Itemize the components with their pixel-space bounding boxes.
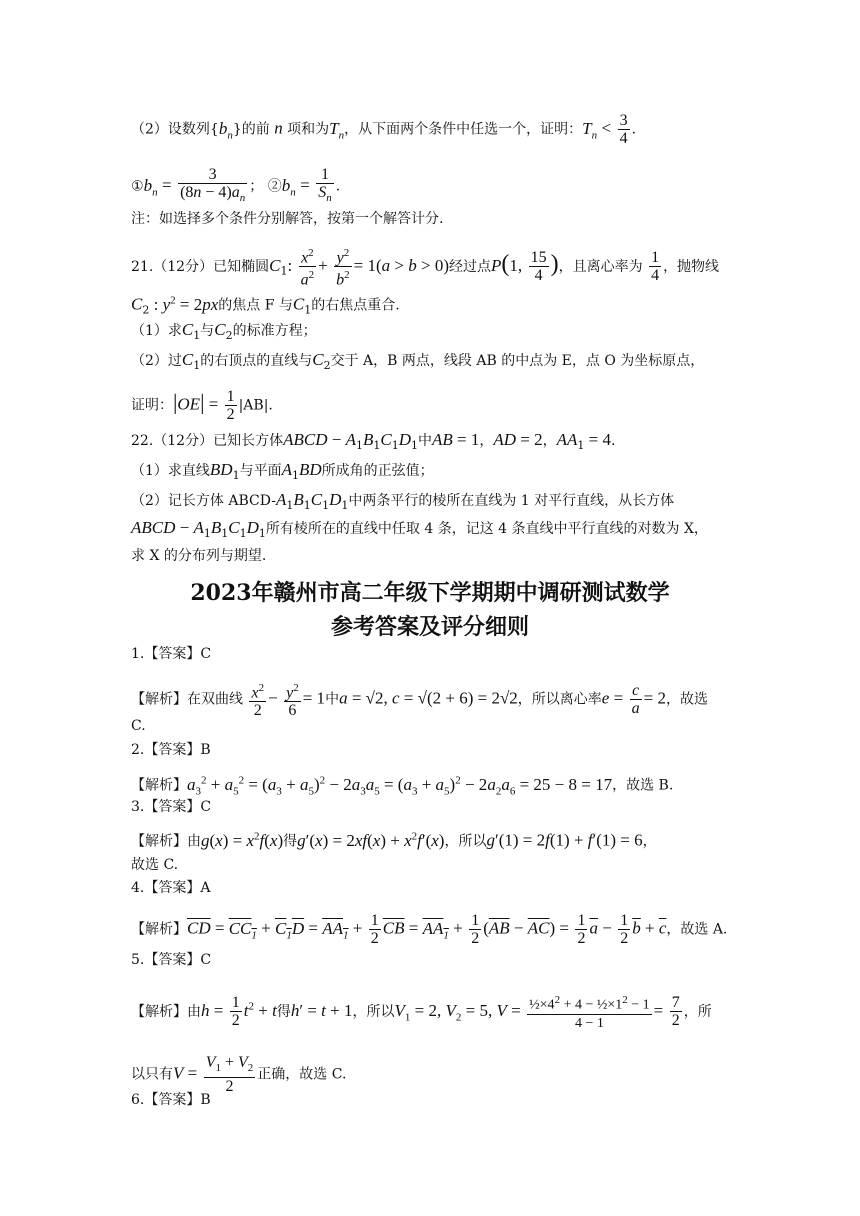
fraction: $\frac{15}{4}$: [530, 249, 547, 285]
fraction: $\frac{y^2}{6}$: [286, 682, 299, 720]
text-seg: 21.（12分）已知椭圆: [131, 258, 270, 275]
text-seg: 正确，故选 C.: [257, 1066, 347, 1083]
text-seg: ，故选: [665, 691, 708, 708]
text-seg: 的右焦点重合.: [311, 297, 400, 314]
fraction: $\frac{1}{2}$: [577, 912, 586, 947]
text-seg: 与平面: [239, 463, 282, 479]
text-seg: ，故选 B.: [612, 777, 674, 794]
text-seg: 中两条平行的棱所在直线为 1 对平行直线，从长方体: [348, 493, 675, 509]
q22-part1: （1）求直线$BD_1$与平面$A_1BD$所成角的正弦值；: [131, 460, 434, 482]
text-seg: ，所: [683, 1003, 712, 1020]
fraction: $\frac{1}{4}$: [651, 249, 660, 285]
text-seg: 以只有: [131, 1066, 173, 1083]
answer-2: 2.【答案】B: [131, 742, 211, 758]
fraction: $\frac{1}{2}$: [471, 912, 480, 947]
answer-4: 4.【答案】A: [131, 880, 211, 896]
q21-part1: （1）求$C_1$与$C_2$的标准方程；: [131, 320, 317, 342]
q21-part2-proof: 证明：|OE| = $\frac{1}{2}$ |AB|.: [131, 388, 273, 423]
q21-line2: $C_2$ : $y^2 = 2px$的焦点 F 与$C_1$的右焦点重合.: [131, 294, 400, 317]
text-seg: ，故选 A.: [666, 921, 728, 938]
text-seg: 交于 A，B 两点，线段 AB 的中点为 E，点 O 为坐标原点，: [330, 353, 705, 369]
text-seg: （2）记长方体 ABCD-: [131, 493, 276, 509]
answer-5-explain: 【解析】由h = $\frac{1}{2}$ $t^2 + t$得h′ = t + 1，所以$V_1 = 2$, $V_2 = 5$, V = $\frac{\frac{1}{2}\times 4^2 + 4 - \frac{1}{2}\times 1^2 - 1}{4 - 1}$ = $\frac{7}{2}$ ，所: [131, 994, 712, 1031]
fraction: $\frac{1}{2}$: [370, 912, 379, 947]
answer-2-explain: 【解析】$a_3^2 + a_5^2 = (a_3 + a_5)^2 - 2a_3a_5 = (a_3 + a_5)^2 - 2a_2a_6 = 25 - 8 = 17$，故选 B.: [131, 774, 674, 798]
text-seg: （1）求: [131, 323, 182, 339]
q21-part2: （2）过$C_1$的右顶点的直线与$C_2$交于 A，B 两点，线段 AB 的中点为 E，点 O 为坐标原点，: [131, 350, 705, 372]
text-seg: ，抛物线: [663, 258, 720, 275]
q22-part2: （2）记长方体 ABCD-$A_1B_1C_1D_1$中两条平行的棱所在直线为 1 对平行直线，从长方体: [131, 490, 675, 512]
q22-head: 22.（12分）已知长方体ABCD − $A_1B_1C_1D_1$中AB = 1，AD = 2，$AA_1 = 4$.: [131, 430, 616, 452]
text-seg: |AB|.: [238, 397, 273, 414]
text-seg: ，所以: [444, 833, 487, 850]
text-seg: （2）设数列{: [131, 121, 219, 138]
answer-3-explain-end: 故选 C.: [131, 857, 179, 873]
text-seg: 得: [283, 833, 298, 850]
text-seg: 经过点: [449, 258, 492, 275]
answer-3-explain: 【解析】由$g(x) = x^2f(x)$得$g'(x) = 2xf(x) + x^2f'(x)$，所以g′(1) = 2f(1) + f′(1) = 6，: [131, 830, 657, 850]
answer-4-explain: 【解析】$\overline{CD} = CC_1 + C_1D = AA_1$ + $\frac{1}{2}$ $\overline{CB} = AA_1$ + $\frac{1}{2}$ $(\overline{AB} - \overline{AC})$ = $\frac{1}{2}$ $\overline{a}$ − $\frac{1}{2}$ $\overline{b} + \overline{c}$，故选 A.: [131, 912, 728, 947]
text-seg: 22.（12分）已知长方体: [131, 433, 284, 449]
fraction: $\frac{x^2}{a^2}$: [300, 247, 315, 289]
answer-title: 2023年赣州市高二年级下学期期中调研测试数学: [190, 580, 670, 606]
q22-part2-end: 求 X 的分布列与期望.: [131, 548, 267, 564]
answer-6: 6.【答案】B: [131, 1092, 211, 1108]
fraction: $\frac{\frac{1}{2}\times 4^2 + 4 - \frac{1}{2}\times 1^2 - 1}{4 - 1}$: [529, 994, 650, 1031]
text-seg: 所成角的正弦值；: [321, 463, 434, 479]
text-seg: 所有棱所在的直线中任取 4 条，记这 4 条直线中平行直线的对数为 X，: [265, 521, 708, 537]
answer-5-explain-end: 以只有V = $\frac{V_1 + V_2}{2}$ 正确，故选 C.: [131, 1054, 347, 1096]
text-seg: 与: [200, 323, 215, 339]
fraction: $\frac{7}{2}$: [671, 994, 680, 1030]
text-seg: ，从下面两个条件中任选一个，证明：: [344, 121, 583, 138]
text-seg: 得: [276, 1003, 291, 1020]
text-seg: 项和为: [287, 121, 330, 138]
q21-head: 21.（12分）已知椭圆$C_1$: $\frac{x^2}{a^2}$ + $\frac{y^2}{b^2}$ = 1(a > b > 0)经过点P(1, $\frac{15}{4}$ )，且离心率为 $\frac{1}{4}$ ，抛物线: [131, 247, 720, 289]
text-seg: 【解析】由: [131, 1003, 201, 1020]
answer-1: 1.【答案】C: [131, 646, 212, 662]
text-seg: ，且离心率为: [558, 258, 643, 275]
fraction: $\frac{y^2}{b^2}$: [336, 247, 350, 289]
answer-1-explain-end: C.: [131, 718, 146, 734]
text-seg: ，所以: [352, 1003, 395, 1020]
answer-subtitle: 参考答案及评分细则: [330, 614, 529, 640]
text-seg: 中: [417, 433, 432, 449]
text-seg: 的右顶点的直线与: [200, 353, 313, 369]
fraction: $\frac{1}{2}$: [231, 994, 240, 1030]
text-seg: 【解析】: [131, 921, 187, 938]
text-seg: 中: [325, 691, 340, 708]
q20-conditions: $①b_n$ = $\frac{3}{(8n - 4)a_n}$ ； $②b_n$ = $\frac{1}{S_n}$ .: [131, 166, 732, 207]
fraction: $\frac{1}{2}$: [620, 912, 629, 947]
text-seg: 【解析】: [131, 777, 187, 794]
text-seg: 【解析】在双曲线: [131, 691, 243, 708]
text-seg: ；: [249, 178, 264, 195]
fraction: $\frac{V_1 + V_2}{2}$: [205, 1054, 254, 1096]
text-seg: }的前: [232, 121, 270, 138]
answer-5: 5.【答案】C: [131, 952, 212, 968]
text-seg: （2）过: [131, 353, 182, 369]
fraction: $\frac{3}{4}$: [619, 112, 628, 147]
answer-1-explain: 【解析】在双曲线 $\frac{x^2}{2}$ − $\frac{y^2}{6}$ = 1中a = √2, c = √(2 + 6) = 2√2，所以离心率e = $\frac{c}{a}$ = 2，故选: [131, 682, 708, 720]
note-line: 注：如选择多个条件分别解答，按第一个解答计分.: [131, 211, 444, 227]
text-seg: 的标准方程；: [232, 323, 317, 339]
text-seg: 【解析】由: [131, 833, 201, 850]
fraction: $\frac{c}{a}$: [631, 682, 640, 718]
fraction: $\frac{x^2}{2}$: [251, 682, 265, 720]
fraction: $\frac{1}{2}$: [226, 388, 235, 423]
q22-part2-cont: ABCD − $A_1B_1C_1D_1$所有棱所在的直线中任取 4 条，记这 4 条直线中平行直线的对数为 X，: [131, 518, 708, 540]
text-seg: 证明：: [131, 397, 173, 414]
q20-part2-line: （2）设数列$\{b_n\}$的前 n 项和为$T_n$，从下面两个条件中任选一个，证明：$T_n$ < $\frac{3}{4}$ .: [131, 112, 637, 147]
text-seg: （1）求直线: [131, 463, 210, 479]
answer-3: 3.【答案】C: [131, 799, 212, 815]
text-seg: 的焦点 F 与: [218, 297, 293, 314]
text-seg: ，所以离心率: [517, 691, 602, 708]
fraction: $\frac{3}{(8n - 4)a_n}$: [180, 166, 246, 205]
fraction: $\frac{1}{S_n}$: [318, 166, 332, 205]
